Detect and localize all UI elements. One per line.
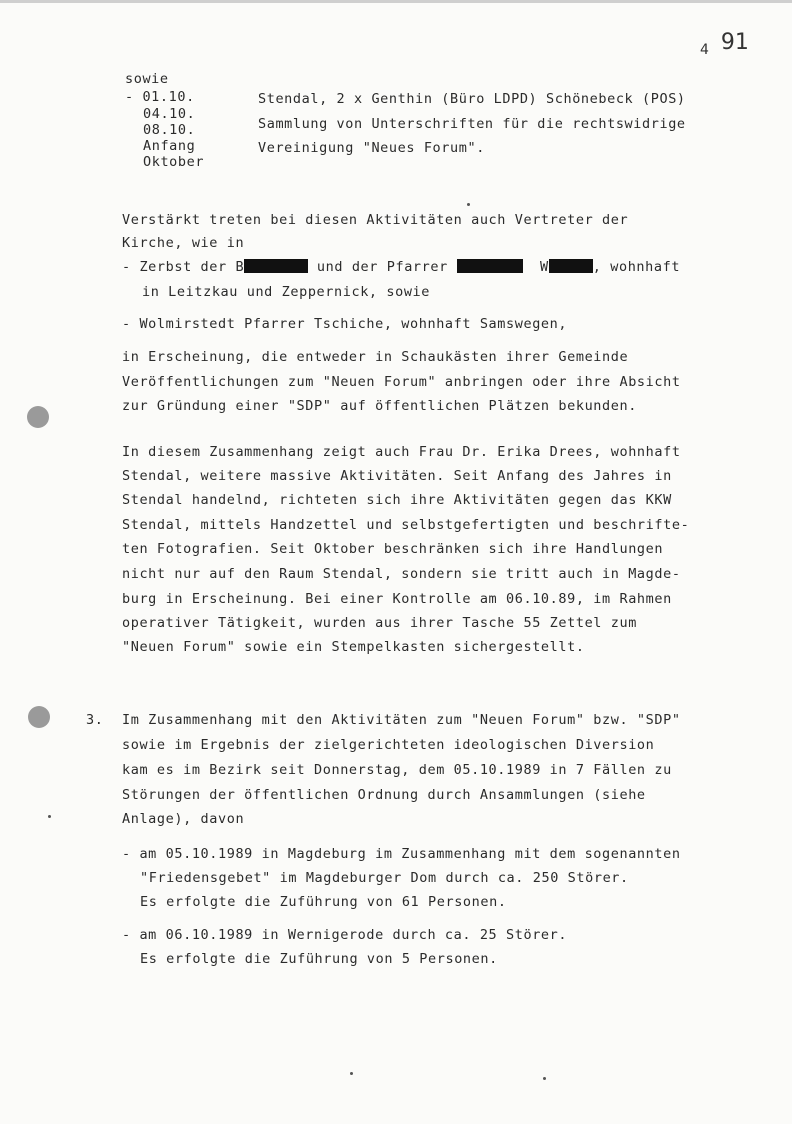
church-item-1-part-b: und der Pfarrer [316,259,448,275]
paragraph-line: kam es im Bezirk seit Donnerstag, dem 05.10.1989 in 7 Fällen zu [122,762,672,778]
bullet-line: Es erfolgte die Zuführung von 5 Personen. [140,951,498,967]
paragraph-line: Stendal handelnd, richteten sich ihre Aktivitäten gegen das KKW [122,492,672,508]
scan-speck [350,1072,353,1075]
date-line: 08.10. [143,122,196,138]
date-line: 04.10. [143,106,196,122]
scan-speck [48,815,51,818]
bullet-line: - am 05.10.1989 in Magdeburg im Zusammenhang mit dem sogenannten [122,846,681,862]
scan-speck [543,1077,546,1080]
date-line: Oktober [143,154,205,170]
date-line: Anfang [143,138,196,154]
paragraph-line: operativer Tätigkeit, wurden aus ihrer Tasche 55 Zettel zum [122,615,637,631]
paragraph-line: In diesem Zusammenhang zeigt auch Frau Dr. Erika Drees, wohnhaft [122,444,681,460]
church-item-2: - Wolmirstedt Pfarrer Tschiche, wohnhaft Samswegen, [122,316,568,332]
paragraph-line: burg in Erscheinung. Bei einer Kontrolle am 06.10.89, im Rahmen [122,591,672,607]
paragraph-line: Anlage), davon [122,811,245,827]
page-number-main: 91 [720,30,749,55]
church-item-1-line2: in Leitzkau und Zeppernick, sowie [142,284,431,300]
punch-hole-bottom [28,706,50,728]
church-item-1-part-c: W [540,259,549,275]
paragraph-line: nicht nur auf den Raum Stendal, sondern sie tritt auch in Magde- [122,566,681,582]
paragraph-line: Kirche, wie in [122,235,245,251]
paragraph-line: Stendal, weitere massive Aktivitäten. Seit Anfang des Jahres in [122,468,672,484]
page-number [700,30,749,58]
paragraph-line: Veröffentlichungen zum "Neuen Forum" anbringen oder ihre Absicht [122,374,681,390]
bullet-line: "Friedensgebet" im Magdeburger Dom durch ca. 250 Störer. [140,870,629,886]
header-description-line: Stendal, 2 x Genthin (Büro LDPD) Schönebeck (POS) [258,91,686,107]
header-description-line: Vereinigung "Neues Forum". [258,140,485,156]
punch-hole-top [27,406,49,428]
page-number-small: 4 [700,42,709,58]
redaction-bar [244,259,308,273]
scan-speck [467,203,470,206]
paragraph-line: sowie im Ergebnis der zielgerichteten ideologischen Diversion [122,737,655,753]
bullet-line: - am 06.10.1989 in Wernigerode durch ca. 25 Störer. [122,927,568,943]
paragraph-line: Stendal, mittels Handzettel und selbstgefertigten und beschrifte- [122,517,690,533]
paragraph-line: zur Gründung einer "SDP" auf öffentlichen Plätzen bekunden. [122,398,637,414]
paragraph-line: Verstärkt treten bei diesen Aktivitäten auch Vertreter der [122,212,629,228]
paragraph-line: Im Zusammenhang mit den Aktivitäten zum "Neuen Forum" bzw. "SDP" [122,712,681,728]
church-item-1-part-d: , wohnhaft [592,259,681,275]
church-item-1-part-a: - Zerbst der B [122,259,245,275]
section-number: 3. [86,712,104,728]
bullet-line: Es erfolgte die Zuführung von 61 Personen. [140,894,507,910]
paragraph-line: in Erscheinung, die entweder in Schaukästen ihrer Gemeinde [122,349,629,365]
paragraph-line: Störungen der öffentlichen Ordnung durch Ansammlungen (siehe [122,787,646,803]
church-item-1 [122,258,680,276]
sowie-label: sowie [125,71,169,87]
date-line: - 01.10. [125,89,195,105]
scan-edge-line [0,0,792,3]
paragraph-line: ten Fotografien. Seit Oktober beschränken sich ihre Handlungen [122,541,664,557]
header-description-line: Sammlung von Unterschriften für die rechtswidrige [258,116,686,132]
redaction-bar [457,259,523,273]
paragraph-line: "Neuen Forum" sowie ein Stempelkasten sichergestellt. [122,639,585,655]
redaction-bar [549,259,593,273]
